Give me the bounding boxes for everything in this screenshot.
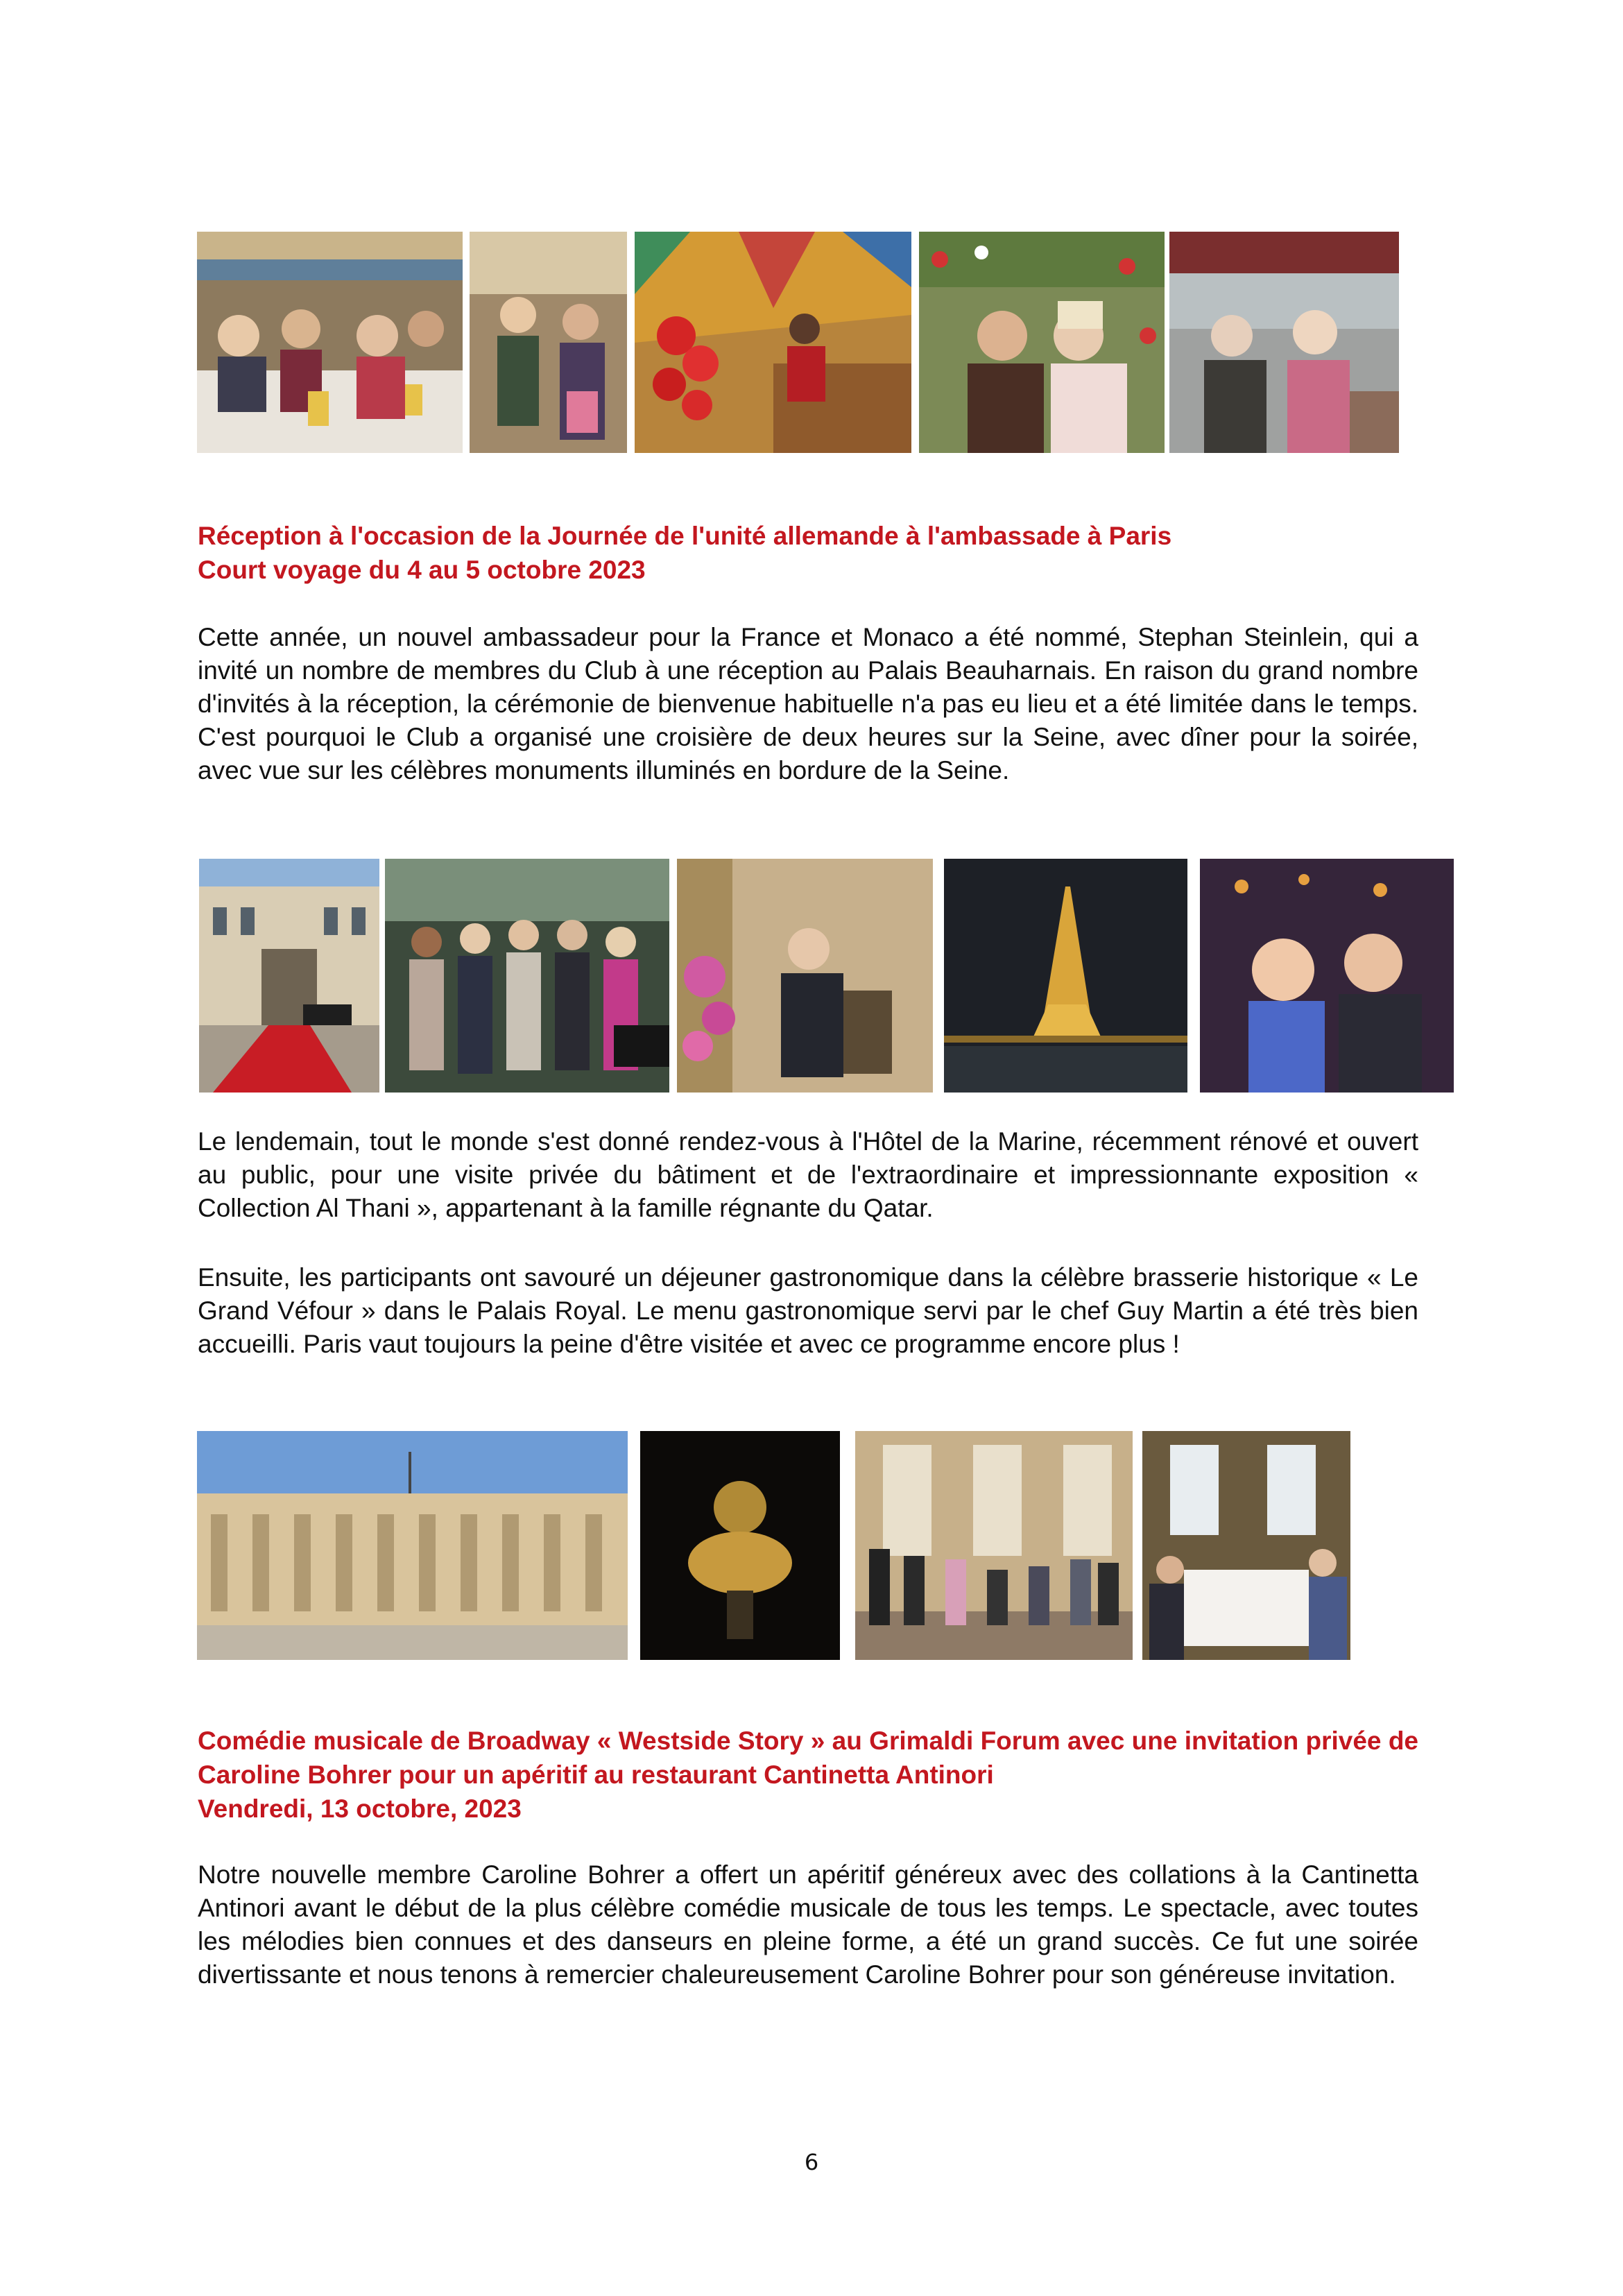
photo-ambassador-speech — [677, 859, 933, 1093]
section-1-heading-line-2: Court voyage du 4 au 5 octobre 2023 — [198, 556, 646, 584]
section-1-paragraph-3: Ensuite, les participants ont savouré un déjeuner gastronomique dans la célèbre brasserie historique « Le Grand Véfour » dans le Palais Royal. Le menu gastronomique servi par le chef Guy Martin a été très bien accueilli. Paris vaut toujours la peine d'être visitée et avec ce programme encore plus ! — [198, 1263, 1418, 1358]
photo-golden-bust — [640, 1431, 840, 1660]
photo-hotel-de-la-marine — [197, 1431, 628, 1660]
photo-seine-cruise-dinner — [1200, 859, 1454, 1093]
photo-oktoberfest-women — [470, 232, 627, 453]
photo-reception-guests — [385, 859, 669, 1093]
section-1-paragraph-1: Cette année, un nouvel ambassadeur pour la France et Monaco a été nommé, Stephan Steinlein, qui a invité un nombre de membres du Club à une réception au Palais Beauharnais. En raison du grand nombre d'invités à la réception, la cérémonie de bienvenue habituelle n'a pas eu lieu et a été limitée dans le temps. C'est pourquoi le Club a organisé une croisière de deux heures sur la Seine, avec dîner pour la soirée, avec vue sur les célèbres monuments illuminés en bordure de la Seine. — [198, 623, 1418, 785]
photo-eiffel-tower-night — [944, 859, 1187, 1093]
photo-oktoberfest-terrace — [1169, 232, 1399, 453]
section-2-heading-line-1: Comédie musicale de Broadway « Westside Story » au Grimaldi Forum avec une invitation privée de Caroline Bohrer pour un apéritif au restaurant Cantinetta Antinori — [198, 1727, 1418, 1789]
photo-oktoberfest-two-women — [919, 232, 1165, 453]
photo-oktoberfest-table — [197, 232, 463, 453]
page-number: 6 — [804, 2149, 819, 2175]
photo-oktoberfest-tent-singer — [635, 232, 911, 453]
section-1-heading — [198, 519, 1418, 587]
section-1-paragraph-2: Le lendemain, tout le monde s'est donné rendez-vous à l'Hôtel de la Marine, récemment rénové et ouvert au public, pour une visite privée du bâtiment et de l'extraordinaire et impressionnante exposition « Collection Al Thani », appartenant à la famille régnante du Qatar. — [198, 1127, 1418, 1222]
photo-group-salon — [855, 1431, 1133, 1660]
section-1-heading-line-1: Réception à l'occasion de la Journée de l'unité allemande à l'ambassade à Paris — [198, 522, 1172, 550]
section-2-paragraph-1: Notre nouvelle membre Caroline Bohrer a offert un apéritif généreux avec des collations à la Cantinetta Antinori avant le début de la plus célèbre comédie musicale de tous les temps. Le spectacle, avec toutes les mélodies bien connues et des danseurs en pleine forme, a été un grand succès. Ce fut une soirée divertissante et nous tenons à remercier chaleureusement Caroline Bohrer pour son généreuse invitation. — [198, 1860, 1418, 1989]
section-2-heading-line-2: Vendredi, 13 octobre, 2023 — [198, 1794, 522, 1823]
photo-palais-beauharnais — [199, 859, 379, 1093]
photo-grand-vefour-lunch — [1142, 1431, 1350, 1660]
section-2-heading — [198, 1724, 1418, 1826]
